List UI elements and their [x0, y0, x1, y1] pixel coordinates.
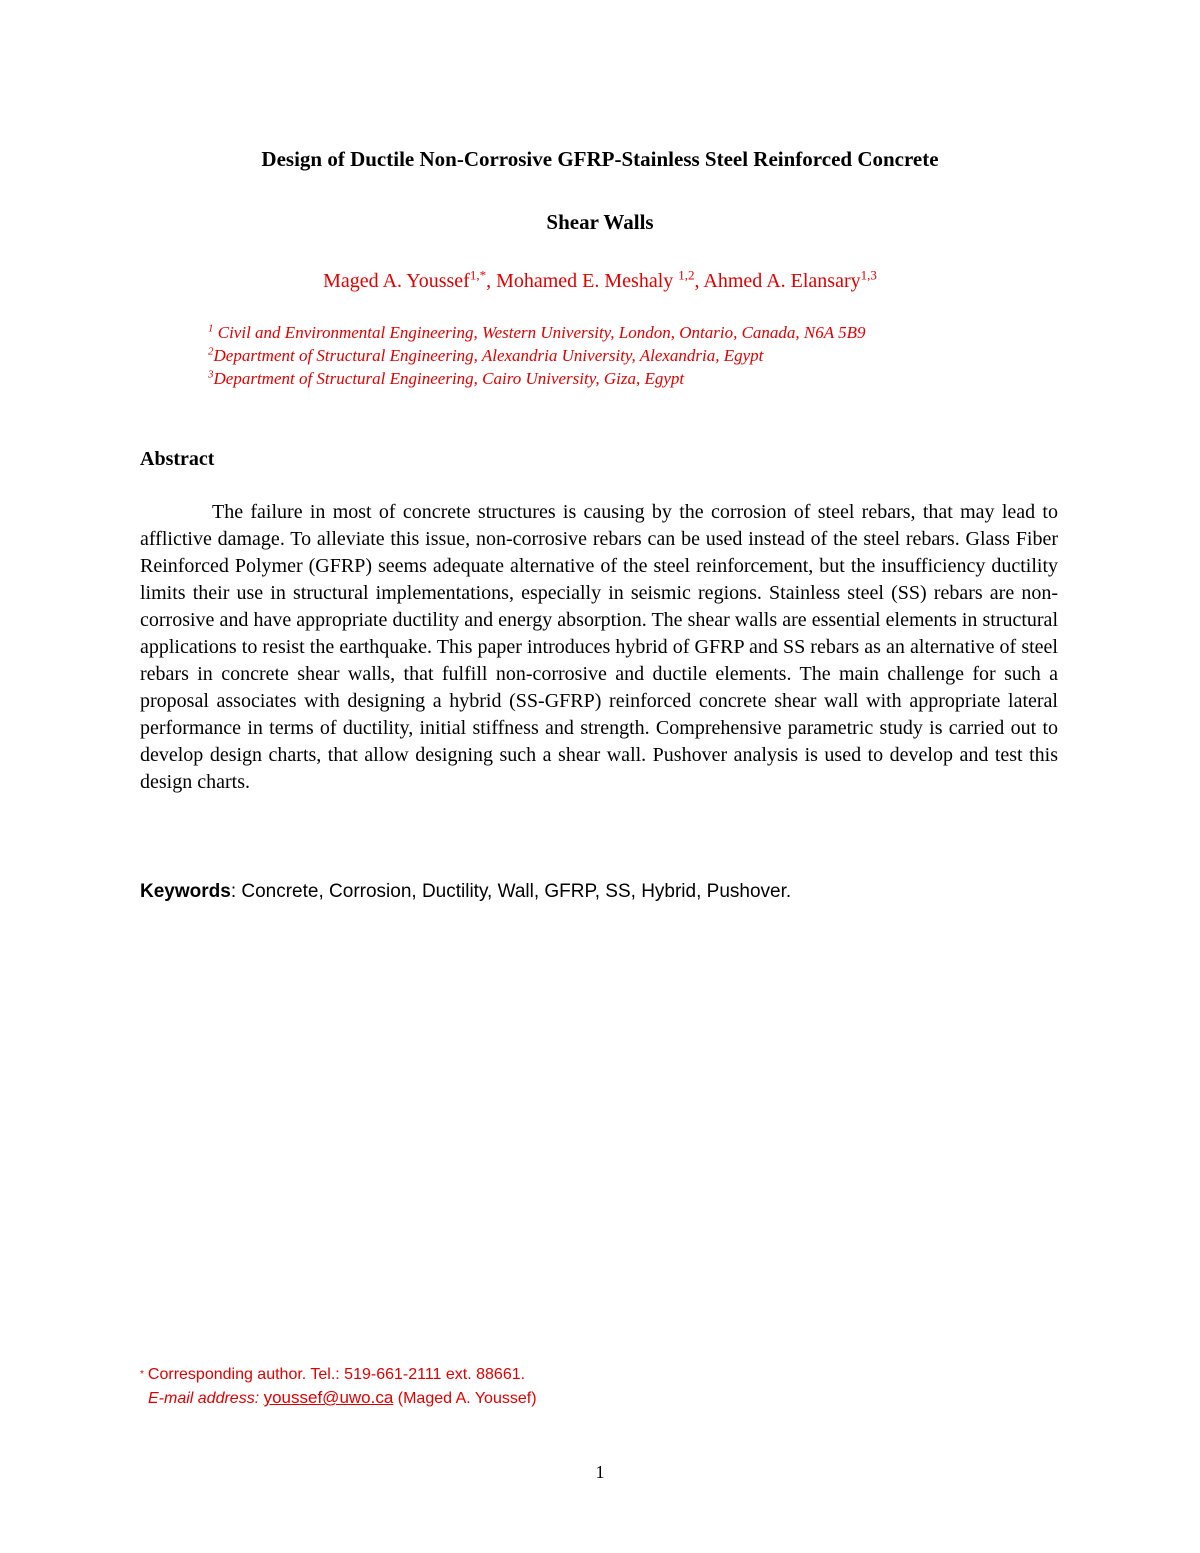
paper-title-line-1: Design of Ductile Non-Corrosive GFRP-Stainless Steel Reinforced Concrete — [261, 147, 939, 171]
author-name: Maged A. Youssef — [323, 270, 470, 292]
abstract-heading: Abstract — [140, 448, 215, 470]
footnote-corresponding-text: Corresponding author. Tel.: 519-661-2111 ext. 88661. — [147, 1366, 526, 1383]
email-link[interactable]: youssef@uwo.ca — [263, 1388, 394, 1407]
footnote-email-line — [148, 1387, 537, 1410]
keywords-label: Keywords — [140, 881, 231, 902]
author-affiliation-mark: 1,3 — [860, 267, 877, 283]
affiliation-2 — [208, 345, 763, 367]
abstract-body: The failure in most of concrete structures is causing by the corrosion of steel rebars, that may lead to afflictive damage. To alleviate this issue, non-corrosive rebars can be used instead of the steel rebars. Glass Fiber Reinforced Polymer (GFRP) seems adequate alternative of the steel reinforcement, but the insufficiency ductility limits their use in structural implementations, especially in seismic regions. Stainless steel (SS) rebars are non-corrosive and have appropriate ductility and energy absorption. The shear walls are essential elements in structural applications to resist the earthquake. This paper introduces hybrid of GFRP and SS rebars as an alternative of steel rebars in concrete shear walls, that fulfill non-corrosive and ductile elements. The main challenge for such a proposal associates with designing a hybrid (SS-GFRP) reinforced concrete shear wall with appropriate lateral performance in terms of ductility, initial stiffness and strength. Comprehensive parametric study is carried out to develop design charts, that allow designing such a shear wall. Pushover analysis is used to develop and test this design charts. — [140, 501, 1058, 793]
affiliation-text: Department of Structural Engineering, Cairo University, Giza, Egypt — [213, 369, 685, 388]
footnote-star: * — [140, 1369, 144, 1380]
footnote-corresponding-author — [140, 1364, 525, 1386]
affiliation-1 — [208, 322, 865, 344]
affiliation-mark: 2 — [208, 345, 214, 358]
keywords-separator: : — [230, 881, 237, 902]
page-number: 1 — [595, 1462, 605, 1482]
affiliation-3 — [208, 368, 684, 390]
paper-title-line-2: Shear Walls — [546, 210, 654, 234]
author-affiliation-mark: 1,* — [469, 267, 487, 283]
affiliation-text: Department of Structural Engineering, Alexandria University, Alexandria, Egypt — [213, 346, 764, 365]
author-list: Maged A. Youssef$^{1,*}$, Mohamed E. Meshaly $^{1,2}$, Ahmed A. Elansary$^{1,3}$ — [323, 267, 877, 292]
email-label: E-mail address — [148, 1390, 255, 1407]
author-name: Ahmed A. Elansary — [703, 270, 861, 292]
keywords-line — [140, 879, 791, 905]
affiliation-mark: 3 — [208, 368, 214, 381]
affiliation-mark: 1 — [208, 322, 214, 335]
email-colon: : — [254, 1390, 264, 1407]
author-affiliation-mark: 1,2 — [678, 267, 695, 283]
email-suffix: (Maged A. Youssef) — [393, 1390, 537, 1407]
affiliation-text: Civil and Environmental Engineering, Western University, London, Ontario, Canada, N6A 5B9 — [217, 323, 866, 342]
keywords-text: Concrete, Corrosion, Ductility, Wall, GFRP, SS, Hybrid, Pushover. — [236, 881, 792, 902]
author-name: Mohamed E. Meshaly — [496, 270, 674, 292]
